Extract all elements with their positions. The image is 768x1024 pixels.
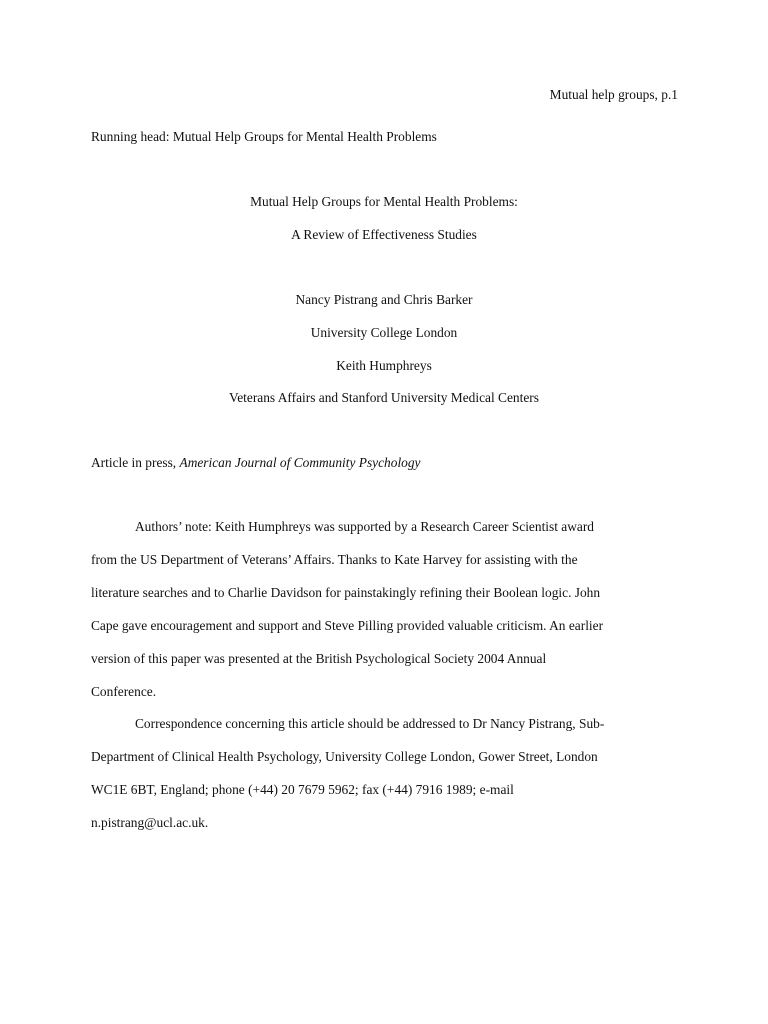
author-group-1: Nancy Pistrang and Chris Barker [295, 292, 473, 307]
authors-note-line: Authors’ note: Keith Humphreys was supported by a Research Career Scientist award [135, 519, 594, 534]
publication-status [91, 455, 421, 471]
authors-note-line: from the US Department of Veterans’ Affairs. Thanks to Kate Harvey for assisting with the [91, 552, 578, 567]
page-header: Mutual help groups, p.1 [549, 87, 678, 102]
correspondence-line: Correspondence concerning this article should be addressed to Dr Nancy Pistrang, Sub- [135, 716, 605, 731]
affiliation-1: University College London [310, 325, 458, 340]
authors-note-line: literature searches and to Charlie Davidson for painstakingly refining their Boolean logic. John [91, 585, 601, 600]
authors-note-line: version of this paper was presented at the British Psychological Society 2004 Annual [91, 651, 547, 666]
author-group-2: Keith Humphreys [336, 358, 432, 373]
paper-title-line-2: A Review of Effectiveness Studies [291, 227, 477, 242]
running-head: Running head: Mutual Help Groups for Mental Health Problems [91, 129, 437, 144]
affiliation-2: Veterans Affairs and Stanford University Medical Centers [229, 390, 539, 405]
paper-title-line-1: Mutual Help Groups for Mental Health Problems: [250, 194, 518, 209]
journal-name: American Journal of Community Psychology [179, 455, 421, 470]
correspondence-line: Department of Clinical Health Psychology, University College London, Gower Street, London [91, 749, 598, 764]
authors-note-line: Conference. [91, 684, 157, 699]
correspondence-email: n.pistrang@ucl.ac.uk. [91, 815, 209, 830]
publication-prefix: Article in press, [91, 455, 180, 470]
correspondence-line: WC1E 6BT, England; phone (+44) 20 7679 5962; fax (+44) 7916 1989; e-mail [91, 782, 514, 797]
authors-note-line: Cape gave encouragement and support and Steve Pilling provided valuable criticism. An earlier [91, 618, 604, 633]
